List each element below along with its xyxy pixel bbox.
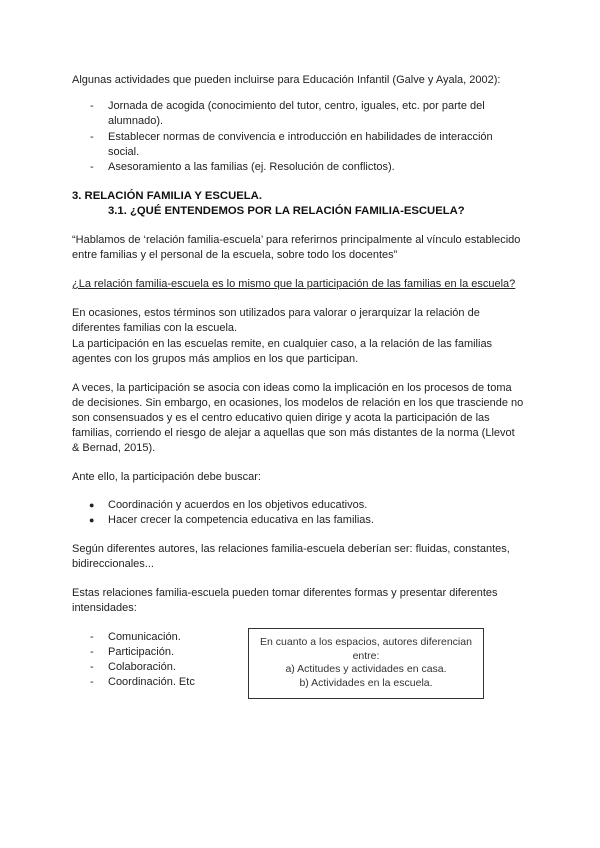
list-item: Colaboración. bbox=[108, 661, 176, 673]
dash-bullet: - bbox=[90, 631, 94, 643]
paragraph-line: diferentes familias con la escuela. bbox=[72, 322, 238, 334]
paragraph-line: familias, corriendo el riesgo de alejar a aquellas que son más distantes de la norma (Llevot bbox=[72, 427, 515, 439]
list-item: Asesoramiento a las familias (ej. Resolución de conflictos). bbox=[108, 161, 395, 173]
paragraph-line: bidireccionales... bbox=[72, 558, 154, 570]
list-item: Coordinación y acuerdos en los objetivos educativos. bbox=[108, 499, 368, 511]
round-bullet: ● bbox=[89, 515, 95, 525]
list-item: alumnado). bbox=[108, 115, 164, 127]
list-item: Establecer normas de convivencia e introducción en habilidades de interacción bbox=[108, 131, 493, 143]
list-item: Hacer crecer la competencia educativa en las familias. bbox=[108, 514, 374, 526]
question-text: ¿La relación familia-escuela es lo mismo que la participación de las familias en la escuela? bbox=[72, 278, 516, 290]
box-line: b) Actividades en la escuela. bbox=[299, 676, 433, 689]
quote-line: “Hablamos de ‘relación familia-escuela’ para referirnos principalmente al vínculo establecido bbox=[72, 234, 521, 246]
box-line: entre: bbox=[352, 649, 380, 662]
paragraph-line: En ocasiones, estos términos son utilizados para valorar o jerarquizar la relación de bbox=[72, 307, 480, 319]
round-bullet: ● bbox=[89, 500, 95, 510]
intro-text: Algunas actividades que pueden incluirse para Educación Infantil (Galve y Ayala, 2002): bbox=[72, 74, 501, 86]
list-item: Participación. bbox=[108, 646, 175, 658]
quote-line: entre familias y el personal de la escuela, sobre todo los docentes” bbox=[72, 249, 398, 261]
dash-bullet: - bbox=[90, 161, 94, 173]
dash-bullet: - bbox=[90, 676, 94, 688]
paragraph-line: intensidades: bbox=[72, 602, 137, 614]
paragraph-line: A veces, la participación se asocia con ideas como la implicación en los procesos de toma bbox=[72, 382, 512, 394]
paragraph-line: son consensuados y es el centro educativo quien dirige y acota la participación de las bbox=[72, 412, 490, 424]
box-line: a) Actitudes y actividades en casa. bbox=[285, 663, 447, 675]
list-item: Jornada de acogida (conocimiento del tutor, centro, iguales, etc. por parte del bbox=[108, 100, 485, 112]
paragraph-line: Según diferentes autores, las relaciones familia-escuela deberían ser: fluidas, constantes, bbox=[72, 543, 510, 555]
paragraph-line: Ante ello, la participación debe buscar: bbox=[72, 471, 261, 483]
paragraph-line: agentes con los grupos más amplios en los que participan. bbox=[72, 353, 359, 365]
subsection-heading: 3.1. ¿QUÉ ENTENDEMOS POR LA RELACIÓN FAMILIA-ESCUELA? bbox=[108, 205, 465, 217]
list-item: Comunicación. bbox=[108, 631, 181, 643]
dash-bullet: - bbox=[90, 661, 94, 673]
list-item: Coordinación. Etc bbox=[108, 676, 195, 688]
list-item: social. bbox=[108, 146, 140, 158]
dash-bullet: - bbox=[90, 646, 94, 658]
paragraph-line: La participación en las escuelas remite, en cualquier caso, a la relación de las familias bbox=[72, 338, 493, 350]
section-heading: 3. RELACIÓN FAMILIA Y ESCUELA. bbox=[72, 190, 262, 202]
paragraph-line: de decisiones. Sin embargo, en ocasiones, los modelos de relación en los que trasciende no bbox=[72, 397, 524, 409]
paragraph-line: Estas relaciones familia-escuela pueden tomar diferentes formas y presentar diferentes bbox=[72, 587, 498, 599]
dash-bullet: - bbox=[90, 100, 94, 112]
paragraph-line: & Bernad, 2015). bbox=[72, 442, 156, 454]
dash-bullet: - bbox=[90, 131, 94, 143]
box-line: En cuanto a los espacios, autores diferencian bbox=[260, 636, 472, 648]
spaces-text-box bbox=[248, 628, 484, 699]
